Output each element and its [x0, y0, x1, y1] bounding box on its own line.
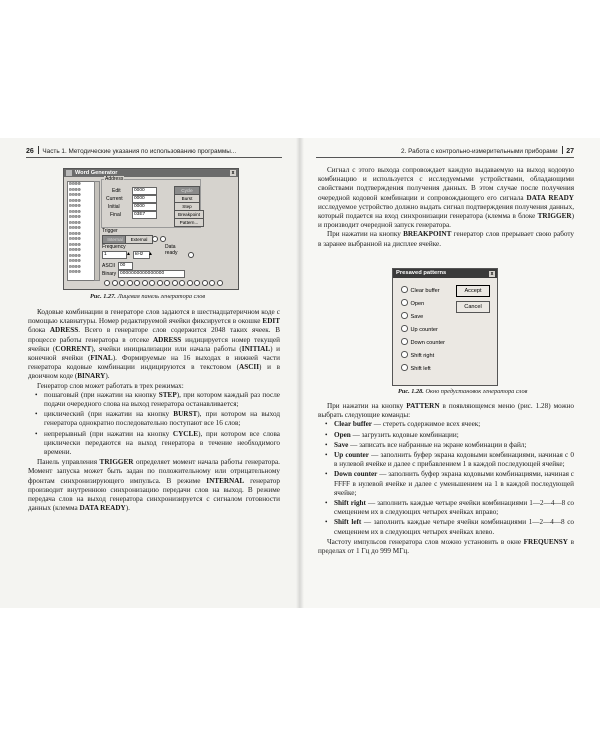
command-list-item: • Shift right — заполнить каждые четыре ячейки комбинациями 1—2—4—8 со смещением их в следующих четырех ячейках вправо;: [318, 499, 574, 517]
option-label: Up counter: [410, 327, 438, 333]
option-shift-left[interactable]: [401, 364, 431, 372]
word-list-row[interactable]: 0000: [69, 182, 81, 187]
presaved-patterns-titlebar: [393, 269, 497, 278]
final-label: Final: [110, 212, 121, 218]
data-ready-terminal[interactable]: [188, 252, 194, 258]
right-paragraph-1: Сигнал с этого выхода сопровождает каждую выдаваемую на выход кодовую комбинацию и используется с исследуемыми устройствами, обладающими свойствами подтверждения получения данных. В этом случае после получения очередной кодовой комбинации и сопровождающего его сигнала DATA READY исследуемое устройство должно выдать сигнал подтверждения получения данных, который подается на вход синхронизации генератора (клемма в блоке TRIGGER) и производит очередной запуск генератора.: [318, 166, 574, 230]
radio-icon: [401, 286, 408, 293]
presaved-patterns-title: Presaved patterns: [396, 270, 447, 276]
command-list-item: • Open — загрузить кодовые комбинации;: [318, 431, 574, 440]
mode-list-item: • пошаговый (при нажатии на кнопку STEP), при котором каждый раз после подачи очередного слова на выход генератора останавливается;: [28, 391, 280, 409]
radio-icon: [401, 325, 408, 332]
close-icon[interactable]: x: [231, 170, 235, 176]
word-list-row[interactable]: 0000: [69, 215, 81, 220]
word-list-row[interactable]: 0000: [69, 264, 81, 270]
figure-1-28-text: Окно предустановок генератора слов: [425, 388, 528, 395]
word-list-row[interactable]: 0000: [69, 209, 81, 215]
frequency-field[interactable]: 1: [102, 251, 127, 259]
address-label: Address: [105, 176, 124, 182]
binary-field[interactable]: 0000000000000000: [118, 270, 185, 278]
falling-edge-radio[interactable]: [160, 236, 166, 242]
word-generator-window: [63, 168, 239, 290]
step-button[interactable]: Step: [174, 202, 200, 211]
frequency-unit-spinner-icon[interactable]: ▲: [148, 251, 153, 257]
mode-list: [28, 391, 280, 457]
cancel-button[interactable]: Cancel: [456, 301, 490, 313]
binary-label: Binary: [102, 271, 117, 277]
output-terminal[interactable]: [127, 280, 133, 286]
frequency-label: Frequency: [102, 244, 126, 250]
presaved-patterns-dialog: [392, 268, 498, 386]
word-list-row[interactable]: 0000: [69, 231, 81, 237]
right-body-bottom: [318, 402, 574, 556]
word-list-row[interactable]: 0000: [69, 198, 81, 204]
book-spread: [0, 138, 600, 608]
window-app-icon: [66, 170, 72, 176]
option-clear-buffer[interactable]: [401, 286, 440, 294]
radio-icon: [401, 351, 408, 358]
running-head-divider: [38, 146, 39, 154]
internal-button[interactable]: Internal: [102, 235, 128, 244]
left-body-text: [28, 308, 280, 513]
output-terminal[interactable]: [164, 280, 170, 286]
left-paragraph-3: Панель управления TRIGGER определяет момент начала работы генератора. Момент запуска может быть задан по положительному или отрицательному фронтам синхронизирующего импульса. В режиме INTERNAL генератор производит внутреннюю синхронизацию передачи слов на выход. В режиме передача слов на выход генератора синхронизируется с сигналом готовности данных (клемма DATA READY).: [28, 458, 280, 513]
word-list-row[interactable]: 0000: [69, 242, 81, 248]
output-terminal[interactable]: [194, 280, 200, 286]
left-header-rule: [26, 157, 282, 158]
output-terminal[interactable]: [157, 280, 163, 286]
output-terminal[interactable]: [134, 280, 140, 286]
word-list-row[interactable]: 0000: [69, 248, 81, 253]
pattern-button[interactable]: Pattern...: [174, 218, 204, 227]
option-down-counter[interactable]: [401, 338, 445, 346]
breakpoint-button[interactable]: Breakpoint: [174, 210, 204, 219]
command-list-item: • Clear buffer — стереть содержимое всех ячеек;: [318, 420, 574, 429]
edit-field[interactable]: 0000: [132, 187, 157, 195]
figure-1-28-caption: [398, 388, 527, 395]
word-list-row[interactable]: 0000: [69, 226, 81, 231]
left-page-number: 26: [26, 148, 34, 155]
figure-1-27-number: Рис. 1.27.: [90, 293, 116, 300]
command-list-item: • Save — записать все набранные на экране комбинации в файл;: [318, 441, 574, 450]
left-running-head-text: Часть 1. Методические указания по использованию программы...: [42, 148, 237, 155]
output-terminal[interactable]: [142, 280, 148, 286]
word-generator-titlebar: [64, 169, 238, 177]
option-open[interactable]: [401, 299, 424, 307]
output-terminal[interactable]: [149, 280, 155, 286]
right-paragraph-2: При нажатии на кнопку BREAKPOINT генератор слов прерывает свою работу в заранее выбранной на дисплее ячейке.: [318, 230, 574, 248]
left-paragraph-1: Кодовые комбинации в генераторе слов задаются в шестнадцатеричном коде с помощью клавиатуры. Номер редактируемой ячейки фиксируется в окошке EDIT блока ADRESS. Всего в генераторе слов содержится 2048 таких ячеек. В процессе работы генератора в отсеке ADRESS индицируется номер текущей ячейки (CORRENT), ячейки инициализации или начала работы (INITIAL) и конечной ячейки (FINAL). Формируемые на 16 выходах в нижней части генератора кодовые комбинации индицируются в текстовом (ASCII) и в двоичном коде (BINARY).: [28, 308, 280, 381]
book-gutter: [296, 138, 304, 608]
frequency-unit-select[interactable]: kHz: [133, 251, 150, 259]
word-list-row[interactable]: 0000: [69, 253, 81, 259]
ascii-label: ASCII: [102, 263, 116, 269]
word-list-row[interactable]: 0000: [69, 187, 81, 193]
current-label: Current: [106, 196, 123, 202]
left-paragraph-2: Генератор слов может работать в трех режимах:: [37, 381, 184, 390]
figure-1-27-text: Лицевая панель генератора слов: [117, 293, 206, 300]
word-list-row[interactable]: 0000: [69, 204, 81, 209]
word-list-row[interactable]: 0000: [69, 259, 81, 264]
output-terminal[interactable]: [217, 280, 223, 286]
right-page-number: 27: [566, 148, 574, 155]
accept-button[interactable]: Accept: [456, 285, 490, 297]
output-terminal[interactable]: [112, 280, 118, 286]
output-terminal[interactable]: [119, 280, 125, 286]
initial-field[interactable]: 0000: [132, 203, 157, 211]
output-terminal[interactable]: [172, 280, 178, 286]
option-shift-right[interactable]: [401, 351, 434, 359]
right-running-head: [401, 146, 574, 155]
figure-1-28-number: Рис. 1.28.: [398, 388, 424, 395]
output-terminal[interactable]: [202, 280, 208, 286]
right-body-top: [318, 166, 574, 249]
output-terminal[interactable]: [209, 280, 215, 286]
option-label: Down counter: [410, 340, 446, 346]
right-paragraph-3: При нажатии на кнопку PATTERN в появляющемся меню (рис. 1.28) можно выбрать следующие команды:: [318, 402, 574, 420]
running-head-divider: [562, 146, 563, 154]
word-list-row[interactable]: 0000: [69, 237, 81, 242]
mode-list-item: • непрерывный (при нажатии на кнопку CYCLE), при котором все слова циклически передаются на выход генератора в течение необходимого времени.: [28, 430, 280, 458]
frequency-spinner-icon[interactable]: ▲: [126, 251, 131, 257]
left-running-head: [26, 146, 236, 155]
command-list-item: • Down counter — заполнить буфер экрана кодовыми комбинациями, начиная с FFFF в нулевой ячейке и далее с уменьшением на 1 в каждой последующей ячейке;: [318, 470, 574, 498]
word-generator-title: Word Generator: [75, 170, 118, 176]
burst-button[interactable]: Burst: [174, 194, 200, 203]
word-list-row[interactable]: 0000: [69, 193, 81, 198]
command-list-item: • Up counter — заполнить буфер экрана кодовыми комбинациями, начиная с 0 в нулевой ячейке и далее с прибавлением 1 в каждой последующей ячейке;: [318, 451, 574, 469]
word-list-row[interactable]: 0000: [69, 270, 81, 275]
radio-icon: [401, 364, 408, 371]
right-running-head-text: 2. Работа с контрольно-измерительными приборами: [400, 148, 558, 155]
option-save[interactable]: [401, 312, 423, 320]
option-up-counter[interactable]: [401, 325, 438, 333]
mode-list-item: • циклический (при нажатии на кнопку BURST), при котором на выход генератора однократно последовательно поступают все 16 слов;: [28, 410, 280, 428]
figure-1-27-caption: [90, 293, 205, 300]
current-field: 0000: [132, 195, 157, 203]
option-label: Shift left: [410, 366, 431, 372]
radio-icon: [401, 312, 408, 319]
word-list[interactable]: [67, 181, 95, 281]
output-terminal[interactable]: [179, 280, 185, 286]
option-label: Save: [410, 314, 424, 320]
option-label: Clear buffer: [410, 288, 440, 294]
ascii-field[interactable]: 00: [118, 262, 133, 270]
external-button[interactable]: External: [125, 235, 153, 244]
right-paragraph-4: Частоту импульсов генератора слов можно установить в окне FREQUENSY в пределах от 1 Гц до 999 МГц.: [318, 537, 574, 556]
initial-label: Initial: [108, 204, 120, 210]
close-icon[interactable]: x: [490, 270, 494, 277]
output-terminal[interactable]: [104, 280, 110, 286]
right-header-rule: [316, 157, 574, 158]
option-label: Shift right: [410, 353, 435, 359]
radio-icon: [401, 338, 408, 345]
rising-edge-radio[interactable]: [152, 236, 158, 242]
word-list-row[interactable]: 0000: [69, 220, 81, 226]
edit-label: Edit: [112, 188, 121, 194]
output-terminal[interactable]: [187, 280, 193, 286]
command-list-item: • Shift left — заполнить каждые четыре ячейки комбинациями 1—2—4—8 со смещением их в следующих четырех ячейках влево.: [318, 518, 574, 536]
left-page: [0, 138, 300, 608]
final-field[interactable]: 03E7: [132, 211, 157, 219]
radio-icon: [401, 299, 408, 306]
pattern-command-list: [318, 420, 574, 536]
trigger-label: Trigger: [102, 228, 118, 234]
data-ready-label: Data ready: [165, 244, 178, 256]
option-label: Open: [410, 301, 425, 307]
cycle-button[interactable]: Cycle: [174, 186, 200, 195]
word-list-scrollbar[interactable]: [94, 181, 100, 281]
